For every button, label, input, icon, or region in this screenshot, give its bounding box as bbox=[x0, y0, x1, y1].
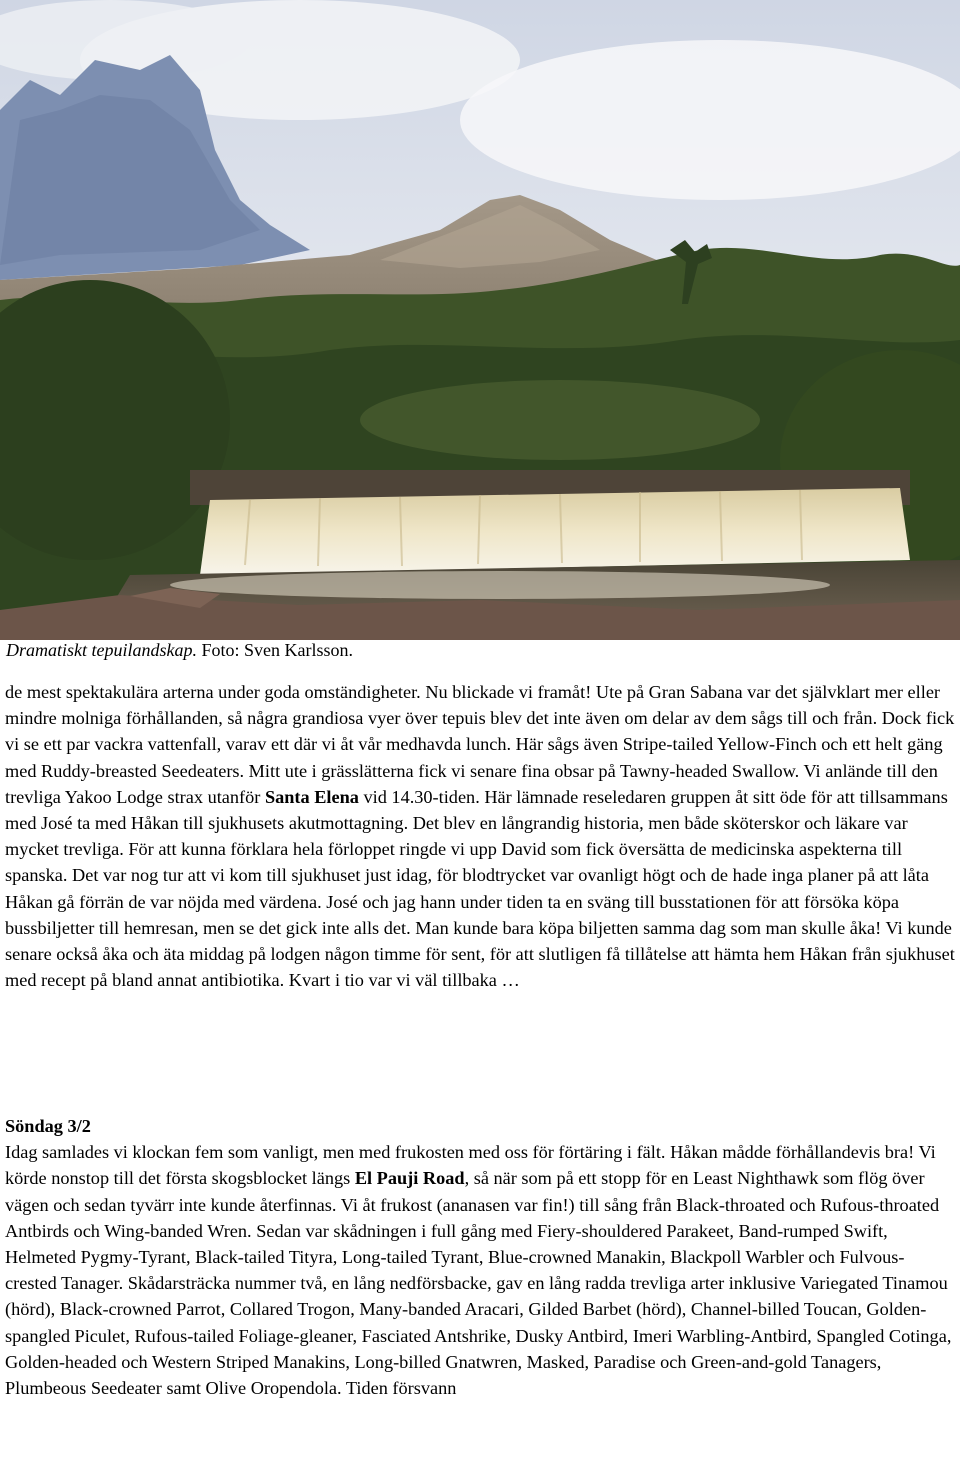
section-heading: Söndag 3/2 bbox=[5, 1116, 91, 1136]
landscape-photo bbox=[0, 0, 960, 640]
caption-credit: Foto: Sven Karlsson. bbox=[197, 640, 354, 660]
place-name-bold: Santa Elena bbox=[264, 786, 359, 807]
caption-title: Dramatiskt tepuilandskap. bbox=[6, 640, 197, 660]
section-text-end: , så när som på ett stopp för en Least Nighthawk som flög över vägen och sedan tyvärr inte kunde återfinnas. Vi åt frukost (ananasen var fin!) till sång från Black-throated och Rufous-throated Antbirds och Wing-banded Wren. Sedan var skådningen i full gång med Fiery-shouldered Parakeet, Band-rumped Swift, Helmeted Pygmy-Tyrant, Black-tailed Tityra, Long-tailed Tyrant, Blue-crowned Manakin, Blackpoll Warbler och Fulvous-crested Tanager. Skådarsträcka nummer två, en lång nedförsbacke, gav en lång radda trevliga arter inklusive Variegated Tinamou (hörd), Black-crowned Parrot, Collared Trogon, Many-banded Aracari, Gilded Barbet (hörd), Channel-billed Toucan, Golden-spangled Piculet, Rufous-tailed Foliage-gleaner, Fasciated Antshrike, Dusky Antbird, Imeri Warbling-Antbird, Spangled Cotinga, Golden-headed och Western Striped Manakins, Long-billed Gnatwren, Masked, Paradise och Green-and-gold Tanagers, Plumbeous Seedeater samt Olive Oropendola. Tiden försvann bbox=[5, 1168, 952, 1399]
photo-caption bbox=[6, 638, 353, 662]
body-paragraph bbox=[5, 679, 956, 993]
paragraph-text-end: vid 14.30-tiden. Här lämnade reseledaren gruppen åt sitt öde för att tillsammans med José ta med Håkan till sjukhusets akutmottagning. Det blev en långrandig historia, men både sköterskor och läkare var mycket trevliga. För att kunna förklara hela förloppet ringde vi upp David som fick översätta de medicinska aspekterna till spanska. Det var nog tur att vi kom till sjukhuset just idag, för blodtrycket var ovanligt högt och de hade inga planer på att låta Håkan gå förrän de var nöjda med värdena. José och jag hann under tiden ta en sväng till busstationen för att försöka köpa bussbiljetter till hemresan, men se det gick inte alls det. Man kunde bara köpa biljetten samma dag som man skulle åka! Vi kunde senare också åka och äta middag på lodgen någon timme för sent, för att slutligen få tillåtelse att hämta hem Håkan från sjukhuset med recept på bland annat antibiotika. Kvart i tio var vi väl tillbaka … bbox=[5, 786, 955, 991]
road-name-bold: El Pauji Road bbox=[354, 1168, 465, 1189]
section-text-start: Idag samlades vi klockan fem som vanligt, men med frukosten med oss för förtäring i fält. Håkan mådde förhållandevis bra! Vi körde nonstop till det första skogsblocket längs bbox=[5, 1142, 936, 1189]
paragraph-text-start: de mest spektakulära arterna under goda omständigheter. Nu blickade vi framåt! Ute på Gran Sabana var det självklart mer eller mindre molniga förhållanden, så några grandiosa vyer över tepuis blev det inte även om delar av dem sågs till och från. Dock fick vi se ett par vackra vattenfall, varav ett där vi åt vår medhavda lunch. Här sågs även Stripe-tailed Yellow-Finch och ett helt gäng med Ruddy-breasted Seedeaters. Mitt ute i grässlätterna fick vi senare fina obsar på Tawny-headed Swallow. Vi anlände till den trevliga Yakoo Lodge strax utanför bbox=[5, 682, 955, 807]
day-section bbox=[5, 1113, 956, 1401]
